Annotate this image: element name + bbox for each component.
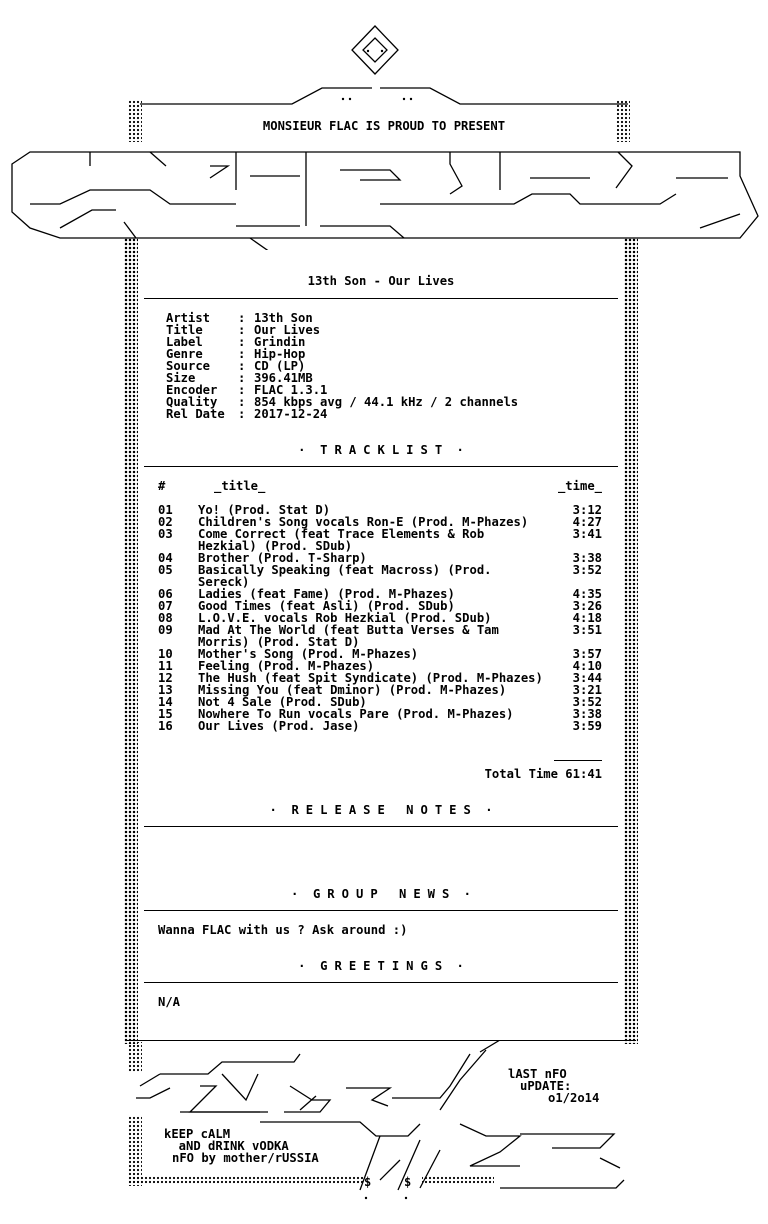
track-number: 05 (158, 563, 173, 577)
track-time: 3:38 (572, 707, 602, 721)
divider (144, 982, 618, 983)
info-sep: : (238, 407, 246, 421)
release-info (166, 312, 518, 420)
section-title-release-notes: · RELEASE NOTES · (269, 803, 493, 817)
info-sep: : (238, 323, 246, 337)
info-value: 13th Son (254, 311, 313, 325)
divider (144, 466, 618, 467)
col-num: # (158, 479, 166, 493)
info-sep: : (238, 395, 246, 409)
divider (144, 826, 618, 827)
info-value: Our Lives (254, 323, 321, 337)
update-line: lAST nFO (508, 1067, 567, 1081)
total-time: Total Time 61:41 (484, 767, 602, 781)
track-number: 12 (158, 671, 173, 685)
info-sep: : (238, 359, 246, 373)
track-number: 11 (158, 659, 173, 673)
track-time: 3:59 (572, 719, 602, 733)
info-key: Label (166, 335, 203, 349)
credits-block (164, 1128, 319, 1164)
track-time: 3:38 (572, 551, 602, 565)
info-sep: : (238, 371, 246, 385)
track-time: 3:52 (572, 695, 602, 709)
info-value: CD (LP) (254, 359, 306, 373)
track-title: Missing You (feat Dminor) (Prod. M-Phazes) (198, 683, 507, 697)
info-value: Hip-Hop (254, 347, 306, 361)
track-number: 15 (158, 707, 173, 721)
info-row (166, 408, 518, 420)
section-title-group-news: · GROUP NEWS · (290, 887, 472, 901)
track-number: 16 (158, 719, 173, 733)
info-key: Genre (166, 347, 203, 361)
info-value: Grindin (254, 335, 306, 349)
track-title: Yo! (Prod. Stat D) (198, 503, 331, 517)
info-row (166, 348, 518, 360)
credits-line: nFO by mother/rUSSIA (172, 1151, 319, 1165)
info-row (166, 336, 518, 348)
track-time: 3:57 (572, 647, 602, 661)
track-time: 4:18 (572, 611, 602, 625)
track-title: The Hush (feat Spit Syndicate) (Prod. M-Phazes) (198, 671, 543, 685)
svg-text:$: $ (364, 1175, 372, 1189)
section-title-tracklist: · TRACKLIST · (298, 443, 464, 457)
track-title: Not 4 Sale (Prod. SDub) (198, 695, 367, 709)
info-key: Encoder (166, 383, 218, 397)
track-row (158, 624, 602, 648)
track-number: 14 (158, 695, 173, 709)
nfo-frame (122, 238, 640, 1044)
track-number: 02 (158, 515, 173, 529)
track-time: 3:12 (572, 503, 602, 517)
credits-line: aND dRINK vODKA (164, 1139, 289, 1153)
track-title: Brother (Prod. T-Sharp) (198, 551, 367, 565)
track-row (158, 720, 602, 732)
info-key: Size (166, 371, 196, 385)
left-dot-border (124, 238, 138, 1044)
track-number: 06 (158, 587, 173, 601)
tracklist (158, 504, 602, 732)
info-value: 396.41MB (254, 371, 313, 385)
track-time: 4:27 (572, 515, 602, 529)
greetings-text: N/A (158, 995, 181, 1009)
track-title: Ladies (feat Fame) (Prod. M-Phazes) (198, 587, 455, 601)
track-time: 4:10 (572, 659, 602, 673)
col-time: _time_ (557, 479, 602, 493)
info-key: Artist (166, 311, 211, 325)
info-row (166, 324, 518, 336)
divider (144, 298, 618, 299)
update-line: o1/2o14 (548, 1091, 600, 1105)
right-dot-border (624, 238, 638, 1044)
group-news-text: Wanna FLAC with us ? Ask around :) (158, 923, 408, 937)
info-sep: : (238, 347, 246, 361)
track-title: Mother's Song (Prod. M-Phazes) (198, 647, 419, 661)
track-title: Basically Speaking (feat Macross) (Prod. Sereck) (198, 563, 492, 589)
track-number: 04 (158, 551, 173, 565)
info-sep: : (238, 311, 246, 325)
info-sep: : (238, 335, 246, 349)
info-key: Rel Date (166, 407, 225, 421)
info-row (166, 372, 518, 384)
track-number: 03 (158, 527, 173, 541)
track-title: Our Lives (Prod. Jase) (198, 719, 360, 733)
info-value: 2017-12-24 (254, 407, 328, 421)
track-title: Good Times (feat Asli) (Prod. SDub) (198, 599, 455, 613)
track-time: 3:51 (572, 623, 602, 637)
track-title: Mad At The World (feat Butta Verses & Tam Morris) (Prod. Stat D) (198, 623, 499, 649)
track-time: 4:35 (572, 587, 602, 601)
track-time: 3:41 (572, 527, 602, 541)
credits-line: kEEP cALM (164, 1127, 231, 1141)
track-title: Nowhere To Run vocals Pare (Prod. M-Phazes) (198, 707, 514, 721)
info-sep: : (238, 383, 246, 397)
track-time: 3:44 (572, 671, 602, 685)
update-line: uPDATE: (520, 1079, 572, 1093)
track-number: 08 (158, 611, 173, 625)
svg-text:$: $ (404, 1175, 412, 1189)
track-time: 3:52 (572, 563, 602, 577)
section-title-greetings: · GREETINGS · (298, 959, 464, 973)
release-heading: 13th Son - Our Lives (307, 274, 455, 288)
track-time: 3:26 (572, 599, 602, 613)
sum-divider (554, 760, 602, 761)
track-title: Come Correct (feat Trace Elements & Rob Hezkial) (Prod. SDub) (198, 527, 485, 553)
info-value: FLAC 1.3.1 (254, 383, 328, 397)
presents-line: MONSIEUR FLAC IS PROUD TO PRESENT (262, 119, 506, 133)
info-key: Source (166, 359, 211, 373)
info-key: Quality (166, 395, 218, 409)
track-number: 10 (158, 647, 173, 661)
last-update-block (508, 1068, 599, 1104)
track-title: L.O.V.E. vocals Rob Hezkial (Prod. SDub) (198, 611, 492, 625)
info-value: 854 kbps avg / 44.1 kHz / 2 channels (254, 395, 519, 409)
col-title: _title_ (214, 479, 266, 493)
track-number: 01 (158, 503, 173, 517)
track-title: Children's Song vocals Ron-E (Prod. M-Phazes) (198, 515, 529, 529)
track-number: 09 (158, 623, 173, 637)
track-title: Feeling (Prod. M-Phazes) (198, 659, 375, 673)
info-row (166, 312, 518, 324)
track-row (158, 528, 602, 552)
info-row (166, 360, 518, 372)
track-row (158, 564, 602, 588)
track-number: 13 (158, 683, 173, 697)
track-time: 3:21 (572, 683, 602, 697)
track-number: 07 (158, 599, 173, 613)
info-key: Title (166, 323, 203, 337)
divider (144, 910, 618, 911)
footer-ascii-art (0, 1040, 768, 1224)
